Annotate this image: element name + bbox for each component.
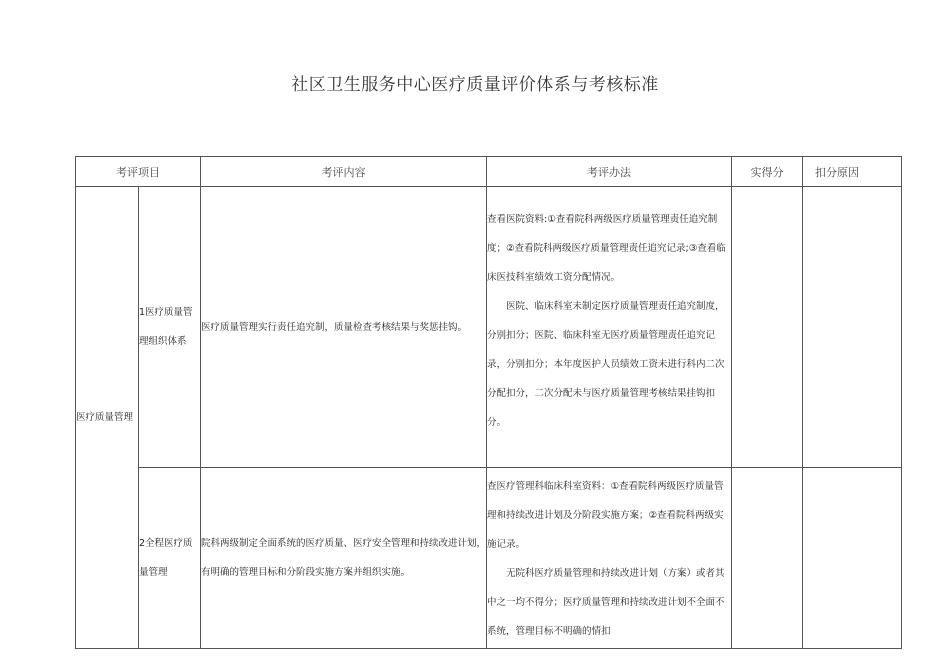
content-cell [201,468,487,649]
content-text: 院科两级制定全面系统的医疗质量、医疗安全管理和持续改进计划，有明确的管理目标和分阶段实施方案并组织实施。 [201,538,487,578]
item-cell [139,468,201,649]
method-text-2: 无院科医疗质量管理和持续改进计划（方案）或者其中之一均不得分；医疗质量管理和持续改进计划不全面不系统，管理目标不明确的情扣 [487,568,725,637]
method-cell [487,187,732,468]
item-label: 2全程医疗质量管理 [139,538,193,578]
reason-cell[interactable] [803,468,902,649]
table-row [76,468,902,649]
item-cell [139,187,201,468]
category-cell [76,187,139,649]
header-content: 考评内容 [201,157,487,187]
header-reason: 扣分原因 [803,157,902,187]
table-row [76,187,902,468]
method-text-1: 查看医院资料:①查看院科两级医疗质量管理责任追究制度；②查看院科两级医疗质量管理责任追究记录;③查看临床医技科室绩效工资分配情况。 [487,214,726,283]
document-title: 社区卫生服务中心医疗质量评价体系与考核标准 [291,75,659,95]
category-label: 医疗质量管理 [76,412,134,423]
evaluation-table [75,156,902,649]
reason-cell[interactable] [803,187,902,468]
header-item: 考评项目 [76,157,201,187]
method-text-2: 医院、临床科室未制定医疗质量管理责任追究制度，分别扣分；医院、临床科室无医疗质量管理责任追究记录，分别扣分；本年度医护人员绩效工资未进行科内二次分配扣分，二次分配未与医疗质量管理考核结果挂钩扣分。 [487,301,725,428]
table-header-row [76,157,902,187]
score-cell[interactable] [732,187,803,468]
method-text-1: 查医疗管理科临床科室资料：①查看院科两级医疗质量管理和持续改进计划及分阶段实施方案；②查看院科两级实施记录。 [487,481,724,550]
score-cell[interactable] [732,468,803,649]
content-text: 医疗质量管理实行责任追究制，质量检查考核结果与奖惩挂钩。 [201,321,468,333]
header-method: 考评办法 [487,157,732,187]
item-label: 1医疗质量管理组织体系 [139,307,193,347]
header-score: 实得分 [732,157,803,187]
method-cell [487,468,732,649]
content-cell [201,187,487,468]
